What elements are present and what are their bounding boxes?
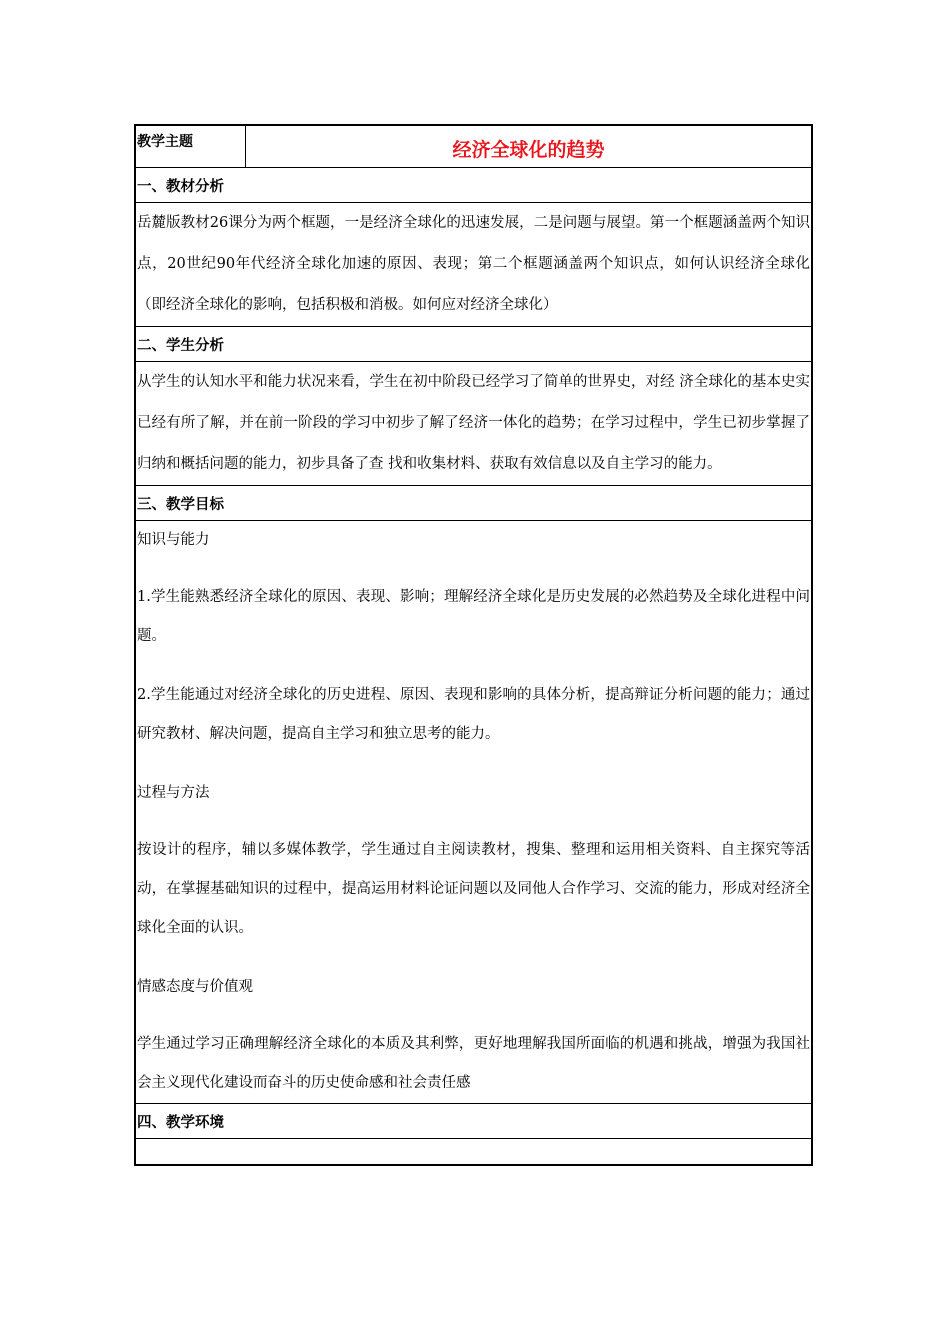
section-heading-teaching-goals: 三、教学目标 <box>136 485 811 520</box>
lesson-plan-table <box>134 124 813 1166</box>
title-label: 教学主题 <box>136 126 246 167</box>
student-analysis-text: 从学生的认知水平和能力状况来看，学生在初中阶段已经学习了简单的世界史，对经 济全球化的基本史实已经有所了解，并在前一阶段的学习中初步了解了经济一体化的趋势；在学习过程中，学生已初步掌握了归纳和概括问题的能力，初步具备了查 找和收集材料、获取有效信息以及自主学习的能力。 <box>137 374 810 472</box>
goal-paragraph-3: 按设计的程序，辅以多媒体教学，学生通过自主阅读教材，搜集、整理和运用相关资料、自主探究等活动，在掌握基础知识的过程中，提高运用材料论证问题以及同他人合作学习、交流的能力，形成对经济全球化全面的认识。 <box>137 842 810 936</box>
student-analysis-cell <box>136 361 811 485</box>
teaching-goals-cell <box>136 520 811 1103</box>
title-row <box>136 126 811 167</box>
goal-paragraph-4: 学生通过学习正确理解经济全球化的本质及其利弊，更好地理解我国所面临的机遇和挑战，增强为我国社会主义现代化建设而奋斗的历史使命感和社会责任感 <box>137 1036 810 1091</box>
document-title: 经济全球化的趋势 <box>452 139 605 161</box>
section-heading-student-analysis: 二、学生分析 <box>136 326 811 361</box>
goal-subheading-values: 情感态度与价值观 <box>137 979 253 995</box>
goal-subheading-knowledge: 知识与能力 <box>137 532 210 548</box>
section-heading-teaching-environment: 四、教学环境 <box>136 1103 811 1138</box>
section-heading-textbook-analysis: 一、教材分析 <box>136 167 811 202</box>
goal-subheading-process: 过程与方法 <box>137 785 210 801</box>
textbook-analysis-text: 岳麓版教材26课分为两个框题，一是经济全球化的迅速发展，二是问题与展望。第一个框题涵盖两个知识点，20世纪90年代经济全球化加速的原因、表现；第二个框题涵盖两个知识点，如何认识经济全球化（即经济全球化的影响，包括积极和消极。如何应对经济全球化） <box>137 215 810 313</box>
teaching-environment-cell <box>136 1138 811 1164</box>
textbook-analysis-cell <box>136 202 811 326</box>
goal-paragraph-1: 1.学生能熟悉经济全球化的原因、表现、影响；理解经济全球化是历史发展的必然趋势及全球化进程中问题。 <box>137 589 810 644</box>
goal-paragraph-2: 2.学生能通过对经济全球化的历史进程、原因、表现和影响的具体分析，提高辩证分析问题的能力；通过研究教材、解决问题，提高自主学习和独立思考的能力。 <box>137 687 810 742</box>
